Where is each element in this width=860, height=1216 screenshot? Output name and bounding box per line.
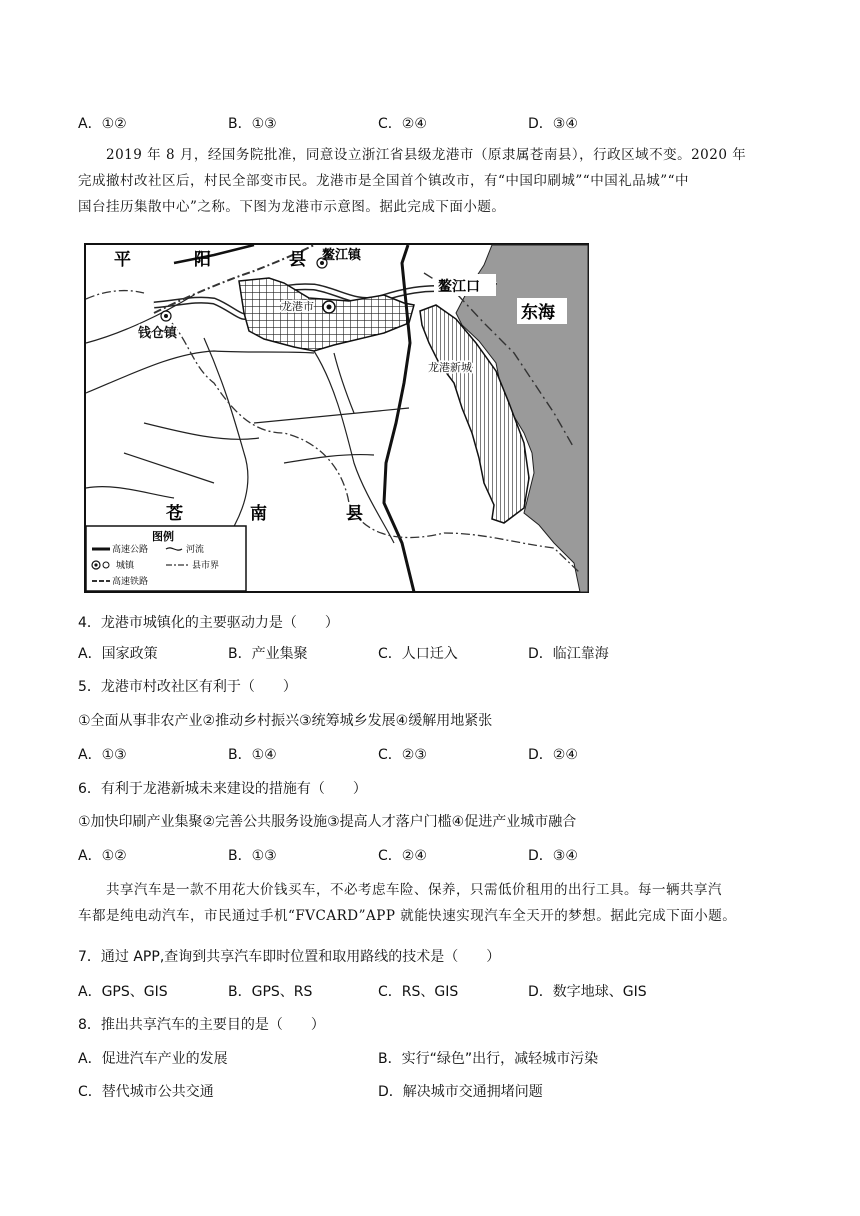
q6-option-c: C．②④	[378, 848, 427, 864]
passage1-line2: 完成撤村改社区后，村民全部变市民。龙港市是全国首个镇改市，有“中国印刷城”“中国礼品城”“中	[78, 173, 690, 189]
map-label-new-city: 龙港新城	[428, 361, 472, 374]
map-label-nan: 南	[250, 504, 267, 524]
q3-option-c: C．②④	[378, 116, 427, 132]
q3-option-d: D．③④	[528, 116, 578, 132]
q7-option-b: B．GPS、RS	[228, 984, 313, 1000]
q4-options	[78, 643, 798, 663]
q6-stem: 6．有利于龙港新城未来建设的措施有（ ）	[78, 781, 367, 797]
q4-option-c: C．人口迁入	[378, 646, 458, 662]
q5-stem: 5．龙港市村改社区有利于（ ）	[78, 679, 297, 695]
q7-option-c: C．RS、GIS	[378, 984, 459, 1000]
q7-option-a: A．GPS、GIS	[78, 984, 168, 1000]
q7-option-d: D．数字地球、GIS	[528, 984, 647, 1000]
map-label-xian1: 县	[289, 250, 306, 270]
q5-option-b: B．①④	[228, 747, 277, 763]
q6-option-d: D．③④	[528, 848, 578, 864]
q4-option-d: D．临江靠海	[528, 646, 609, 662]
q4-option-a: A．国家政策	[78, 646, 158, 662]
q5-options	[78, 744, 798, 764]
legend-boundary: 县市界	[192, 561, 220, 571]
passage-longgang	[78, 142, 778, 220]
q3-options	[78, 113, 798, 133]
q5-option-c: C．②③	[378, 747, 427, 763]
map-label-cang: 苍	[166, 504, 183, 524]
q8-option-c: C．替代城市公共交通	[78, 1084, 214, 1100]
q5-statements: ①全面从事非农产业②推动乡村振兴③统筹城乡发展④缓解用地紧张	[78, 713, 493, 729]
q4-stem: 4．龙港市城镇化的主要驱动力是（ ）	[78, 615, 339, 631]
legend-title: 图例	[152, 530, 174, 543]
longgang-map	[84, 243, 589, 593]
legend-town: 城镇	[116, 561, 135, 571]
q5-option-a: A．①③	[78, 747, 127, 763]
map-label-aojiang-kou: 鳌江口	[438, 279, 480, 295]
legend-river: 河流	[186, 545, 205, 555]
town-symbol-qiancang	[161, 311, 171, 321]
q7-stem: 7．通过 APP,查询到共享汽车即时位置和取用路线的技术是（ ）	[78, 949, 501, 965]
q4-option-b: B．产业集聚	[228, 646, 308, 662]
q5-option-d: D．②④	[528, 747, 578, 763]
legend-railway: 高速铁路	[112, 577, 149, 587]
q8-stem: 8．推出共享汽车的主要目的是（ ）	[78, 1017, 325, 1033]
passage-shared-car	[78, 877, 778, 929]
q8-option-b: B．实行“绿色”出行，减轻城市污染	[378, 1051, 599, 1067]
map-label-qiancang: 钱仓镇	[138, 326, 178, 341]
q7-options	[78, 981, 798, 1001]
q6-options	[78, 845, 798, 865]
map-label-ping: 平	[114, 250, 131, 270]
q6-option-b: B．①③	[228, 848, 277, 864]
passage2-line1: 共享汽车是一款不用花大价钱买车，不必考虑车险、保养，只需低价租用的出行工具。每一辆共享汽	[106, 882, 722, 898]
map-label-aojiang-town: 鳌江镇	[322, 248, 362, 263]
q8-option-a: A．促进汽车产业的发展	[78, 1051, 228, 1067]
passage1-line3: 国台挂历集散中心”之称。下图为龙港市示意图。据此完成下面小题。	[78, 199, 506, 215]
q8-option-d: D．解决城市交通拥堵问题	[378, 1084, 543, 1100]
town-symbol-longgang	[323, 301, 335, 313]
q6-statements: ①加快印刷产业集聚②完善公共服务设施③提高人才落户门槛④促进产业城市融合	[78, 814, 577, 830]
map-legend	[86, 526, 246, 591]
passage2-line2: 车都是纯电动汽车，市民通过手机“FVCARD”APP 就能快速实现汽车全天开的梦想。据此完成下面小题。	[78, 908, 737, 924]
map-label-xian2: 县	[346, 504, 363, 524]
map-label-donghai: 东海	[521, 303, 555, 323]
q3-option-b: B．①③	[228, 116, 277, 132]
q6-option-a: A．①②	[78, 848, 127, 864]
passage1-line1: 2019 年 8 月，经国务院批准，同意设立浙江省县级龙港市（原隶属苍南县），行政区域不变。2020 年	[106, 147, 747, 163]
q3-option-a: A．①②	[78, 116, 127, 132]
map-label-yang: 阳	[194, 250, 211, 270]
map-label-longgang: 龙港市	[281, 300, 314, 313]
legend-highway: 高速公路	[112, 545, 149, 555]
